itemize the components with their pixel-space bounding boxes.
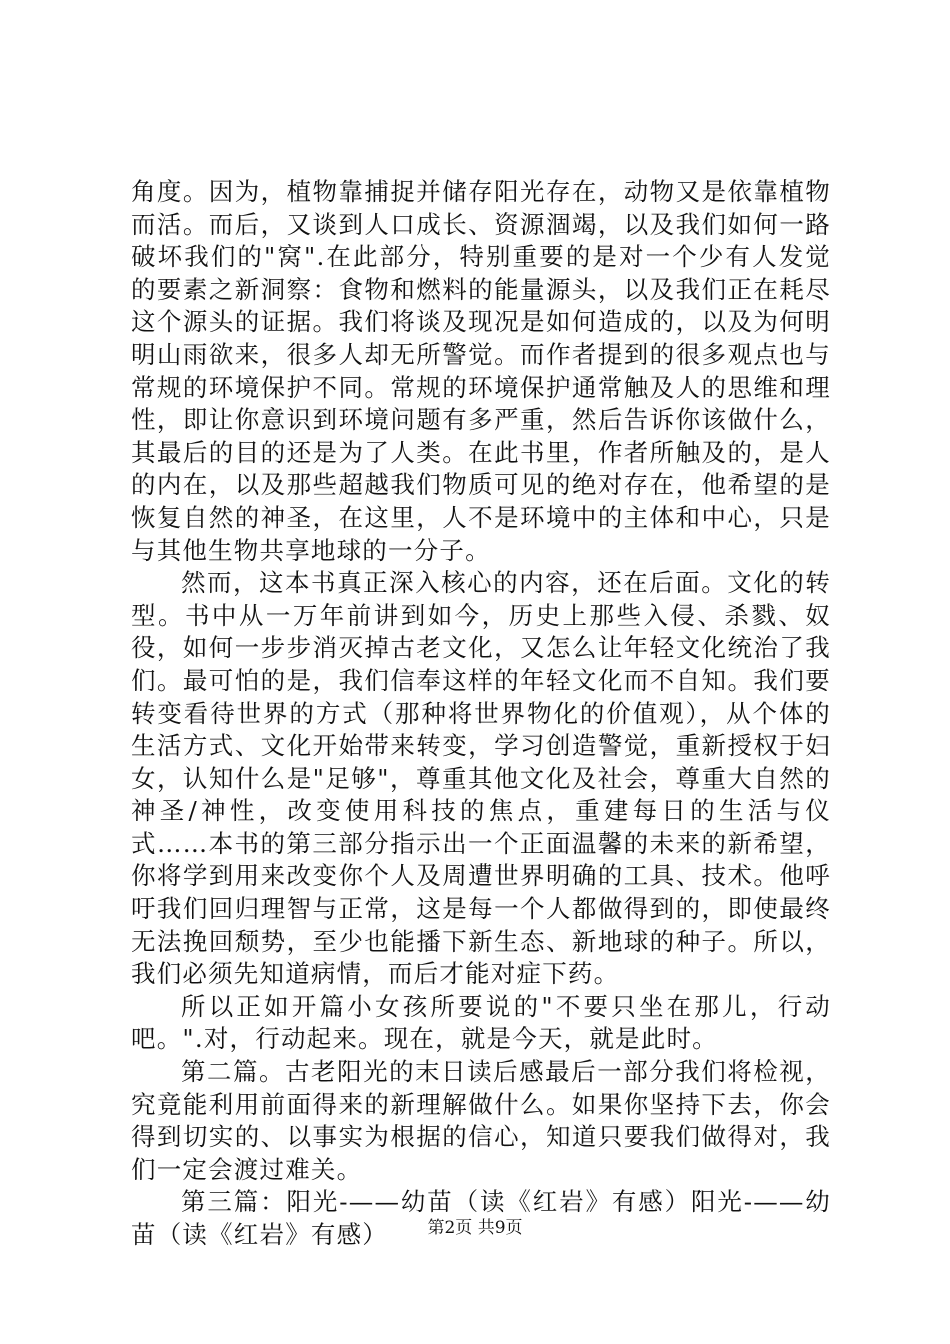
paragraph: 然而，这本书真正深入核心的内容，还在后面。文化的转型。书中从一万年前讲到如今，历史上那些入侵、杀戮、奴役，如何一步步消灭掉古老文化，又怎么让年轻文化统治了我们。最可怕的是，我们信奉这样的年轻文化而不自知。我们要转变看待世界的方式（那种将世界物化的价值观），从个体的生活方式、文化开始带来转变，学习创造警觉，重新授权于妇女，认知什么是"足够"，尊重其他文化及社会，尊重大自然的神圣/神性，改变使用科技的焦点，重建每日的生活与仪式……本书的第三部分指示出一个正面温馨的未来的新希望，你将学到用来改变你个人及周遭世界明确的工具、技术。他呼吁我们回归理智与正常，这是每一个人都做得到的，即使最终无法挽回颓势，至少也能播下新生态、新地球的种子。所以，我们必须先知道病情，而后才能对症下药。 — [131, 568, 831, 989]
paragraph-continued: 角度。因为，植物靠捕捉并储存阳光存在，动物又是依靠植物而活。而后，又谈到人口成长、资源涸竭，以及我们如何一路破坏我们的"窝".在此部分，特别重要的是对一个少有人发觉的要素之新洞察：食物和燃料的能量源头，以及我们正在耗尽这个源头的证据。我们将谈及现况是如何造成的，以及为何明明山雨欲来，很多人却无所警觉。而作者提到的很多观点也与常规的环境保护不同。常规的环境保护通常触及人的思维和理性，即让你意识到环境问题有多严重，然后告诉你该做什么，其最后的目的还是为了人类。在此书里，作者所触及的，是人的内在，以及那些超越我们物质可见的绝对存在，他希望的是恢复自然的神圣，在这里，人不是环境中的主体和中心，只是与其他生物共享地球的一分子。 — [131, 177, 831, 565]
page-number-footer: 第2页 共9页 — [427, 1218, 523, 1238]
paragraph: 第二篇。古老阳光的末日读后感最后一部分我们将检视，究竟能利用前面得来的新理解做什么。如果你坚持下去，你会得到切实的、以事实为根据的信心，知道只要我们做得对，我们一定会渡过难关。 — [131, 1057, 831, 1184]
document-body — [131, 176, 831, 1252]
paragraph: 所以正如开篇小女孩所要说的"不要只坐在那儿，行动吧。".对，行动起来。现在，就是今天，就是此时。 — [131, 991, 831, 1054]
section-heading: 第三篇：阳光-——幼苗（读《红岩》有感）阳光-——幼苗（读《红岩》有感） — [131, 1187, 831, 1249]
